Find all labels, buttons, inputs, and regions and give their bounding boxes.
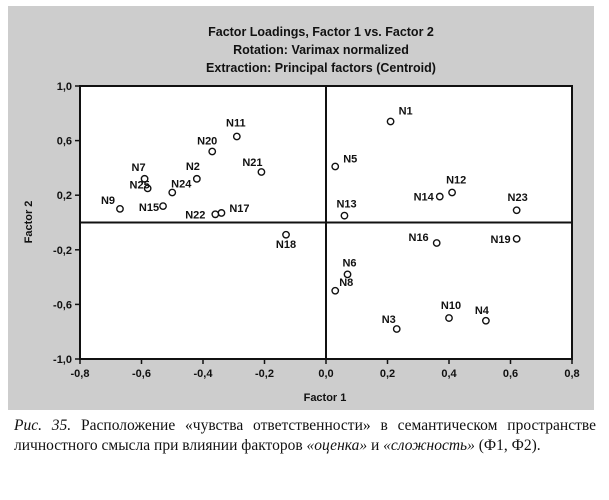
caption-text-1: Расположение «чувства ответственности» в семантическом пространстве личностного смысла при влиянии факторов xyxy=(14,417,596,454)
point-n25 xyxy=(130,179,151,191)
point-label: N22 xyxy=(185,209,206,222)
caption-factor-complexity: «сложность» xyxy=(383,437,475,454)
y-tick-label: 1,0 xyxy=(56,81,72,93)
x-tick-label: -0,2 xyxy=(255,368,274,380)
point-label: N3 xyxy=(381,313,396,326)
point-label: N14 xyxy=(413,191,434,204)
y-tick-label: 0,2 xyxy=(56,190,72,203)
point-marker xyxy=(513,207,519,213)
x-tick-label: 0,2 xyxy=(379,368,396,380)
x-tick-label: 0,4 xyxy=(441,368,457,380)
point-marker xyxy=(209,148,215,154)
point-label: N16 xyxy=(408,231,429,244)
point-label: N12 xyxy=(446,174,467,187)
point-label: N2 xyxy=(185,160,200,173)
chart-figure xyxy=(8,6,594,410)
point-label: N18 xyxy=(275,238,297,251)
chart-svg xyxy=(8,6,594,410)
caption-label: Рис. 35. xyxy=(14,417,72,434)
y-tick-label: -0,2 xyxy=(53,244,72,257)
point-label: N17 xyxy=(229,202,250,215)
point-marker xyxy=(449,189,455,195)
x-axis-ticks xyxy=(71,359,580,380)
point-label: N21 xyxy=(242,156,263,169)
point-marker xyxy=(160,203,166,209)
chart-subtitle-extraction: Extraction: Principal factors (Centroid) xyxy=(206,61,436,75)
point-label: N13 xyxy=(336,198,357,211)
x-tick-label: 0,8 xyxy=(564,368,580,380)
chart-title: Factor Loadings, Factor 1 vs. Factor 2 xyxy=(208,25,434,39)
x-tick-label: 0,0 xyxy=(318,368,334,380)
point-label: N9 xyxy=(100,194,116,207)
point-label: N5 xyxy=(343,153,358,166)
point-label: N8 xyxy=(339,276,354,289)
x-tick-label: -0,8 xyxy=(70,368,90,380)
caption-text-2: и xyxy=(367,437,384,454)
x-tick-label: -0,6 xyxy=(132,368,151,380)
point-label: N1 xyxy=(398,105,413,118)
point-marker xyxy=(513,236,519,242)
point-label: N23 xyxy=(507,192,528,205)
point-marker xyxy=(434,240,440,246)
point-marker xyxy=(437,193,443,199)
point-marker xyxy=(446,315,452,321)
point-marker xyxy=(332,163,338,169)
point-marker xyxy=(394,326,400,332)
point-label: N19 xyxy=(490,233,511,246)
point-marker xyxy=(258,169,264,175)
point-marker xyxy=(212,211,218,217)
point-label: N11 xyxy=(226,117,246,130)
x-tick-label: 0,6 xyxy=(502,368,519,380)
point-marker xyxy=(234,133,240,139)
chart-subtitle-rotation: Rotation: Varimax normalized xyxy=(233,43,409,57)
point-label: N4 xyxy=(474,304,489,317)
x-tick-label: -0,4 xyxy=(193,368,213,380)
y-axis-ticks xyxy=(53,81,80,366)
point-marker xyxy=(483,318,489,324)
point-marker xyxy=(332,288,338,294)
point-label: N7 xyxy=(131,161,146,174)
point-label: N25 xyxy=(129,179,150,192)
y-tick-label: -1,0 xyxy=(53,354,72,366)
figure-caption xyxy=(14,416,596,456)
point-marker xyxy=(194,176,200,182)
point-marker xyxy=(283,232,289,238)
point-marker xyxy=(387,118,393,124)
point-label: N24 xyxy=(171,178,192,191)
caption-text-3: (Ф1, Ф2). xyxy=(474,437,541,454)
y-tick-label: -0,6 xyxy=(53,299,72,312)
y-tick-label: 0,6 xyxy=(56,135,72,148)
point-label: N15 xyxy=(138,202,160,215)
point-marker xyxy=(218,210,224,216)
y-axis-title: Factor 2 xyxy=(23,200,35,244)
point-label: N20 xyxy=(197,135,218,148)
point-label: N6 xyxy=(342,257,357,270)
point-marker xyxy=(117,206,123,212)
point-label: N10 xyxy=(440,300,462,313)
point-marker xyxy=(341,212,347,218)
x-axis-title: Factor 1 xyxy=(303,392,347,404)
caption-factor-evaluation: «оценка» xyxy=(306,437,368,454)
